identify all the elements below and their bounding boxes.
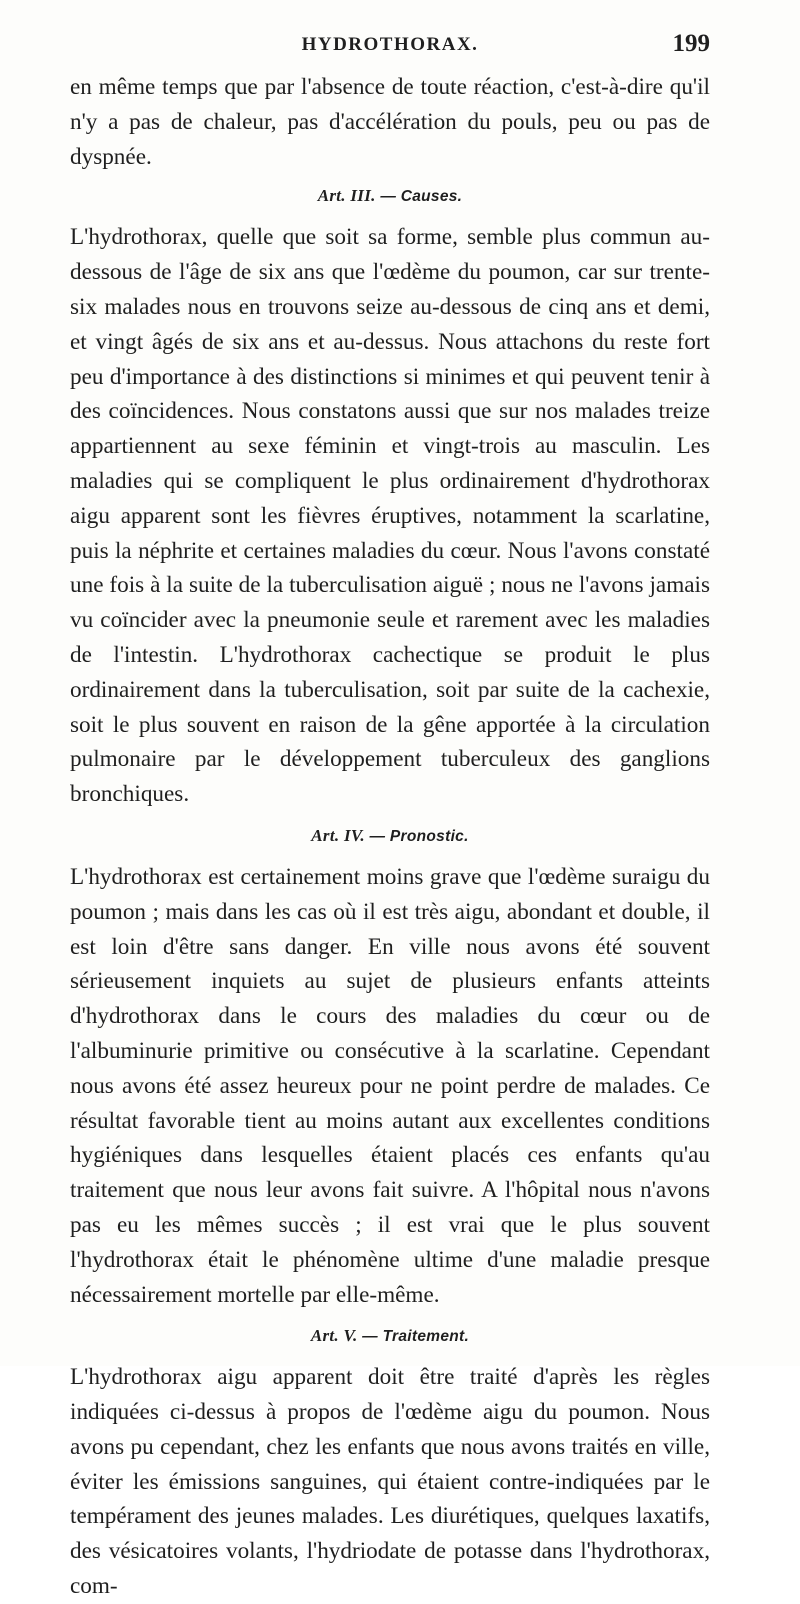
running-head xyxy=(70,30,710,64)
heading-article-number: Art. V. xyxy=(310,1326,358,1346)
paragraph-continuation: en même temps que par l'absence de toute réaction, c'est-à-dire qu'il n'y a pas de chaleur, pas d'accélération du pouls, peu ou pas de dyspnée. xyxy=(70,74,710,170)
text-block xyxy=(70,70,710,1604)
paragraph-causes: L'hydrothorax, quelle que soit sa forme, semble plus commun au-dessous de l'âge de six ans que l'œdème du poumon, car sur trente-six malades nous en trouvons seize au-dessous de cinq ans et demi, et vingt âgés de six ans et au-dessus. Nous attachons du reste fort peu d'importance à des distinctions si minimes et qui peuvent tenir à des coïncidences. Nous constatons aussi que sur nos malades treize appartiennent au sexe féminin et vingt-trois au masculin. Les maladies qui se compliquent le plus ordinairement d'hydrothorax aigu apparent sont les fièvres éruptives, notamment la scarlatine, puis la néphrite et certaines maladies du cœur. Nous l'avons constaté une fois à la suite de la tuberculisation aiguë ; nous ne l'avons jamais vu coïncider avec la pneumonie seule et rarement avec les maladies de l'intestin. L'hydrothorax cachectique se produit le plus ordinairement dans la tuberculisation, soit par suite de la cachexie, soit le plus souvent en raison de la gêne apportée à la circulation pulmonaire par le développement tuberculeux des ganglions bronchiques. xyxy=(70,224,710,808)
heading-title: — Traitement. xyxy=(362,1328,470,1346)
page-number: 199 xyxy=(672,30,710,57)
section-heading-causes xyxy=(70,186,710,206)
heading-article-number: Art. III. xyxy=(317,186,376,206)
running-title: HYDROTHORAX. xyxy=(301,34,479,55)
heading-article-number: Art. IV. xyxy=(311,825,365,845)
paragraph-traitement: L'hydrothorax aigu apparent doit être traité d'après les règles indiquées ci-dessus à propos de l'œdème aigu du poumon. Nous avons pu cependant, chez les enfants que nous avons traités en ville, éviter les émissions sanguines, qui étaient contre-indiquées par le tempérament des jeunes malades. Les diurétiques, quelques laxatifs, des vésicatoires volants, l'hydriodate de potasse dans l'hydrothorax, com- xyxy=(70,1364,710,1600)
heading-title: — Pronostic. xyxy=(369,827,469,845)
section-heading-pronostic xyxy=(70,826,710,846)
section-heading-traitement xyxy=(70,1326,710,1346)
heading-title: — Causes. xyxy=(380,188,463,206)
paragraph-pronostic: L'hydrothorax est certainement moins grave que l'œdème suraigu du poumon ; mais dans les cas où il est très aigu, abondant et double, il est loin d'être sans danger. En ville nous avons été souvent sérieusement inquiets au sujet de plusieurs enfants atteints d'hydrothorax dans le cours des maladies du cœur ou de l'albuminurie primitive ou consécutive à la scarlatine. Cependant nous avons été assez heureux pour ne point perdre de malades. Ce résultat favorable tient au moins autant aux excellentes conditions hygiéniques dans lesquelles étaient placés ces enfants qu'au traitement que nous leur avons fait suivre. A l'hôpital nous n'avons pas eu les mêmes succès ; il est vrai que le plus souvent l'hydrothorax était le phénomène ultime d'une maladie presque nécessairement mortelle par elle-même. xyxy=(70,863,710,1308)
